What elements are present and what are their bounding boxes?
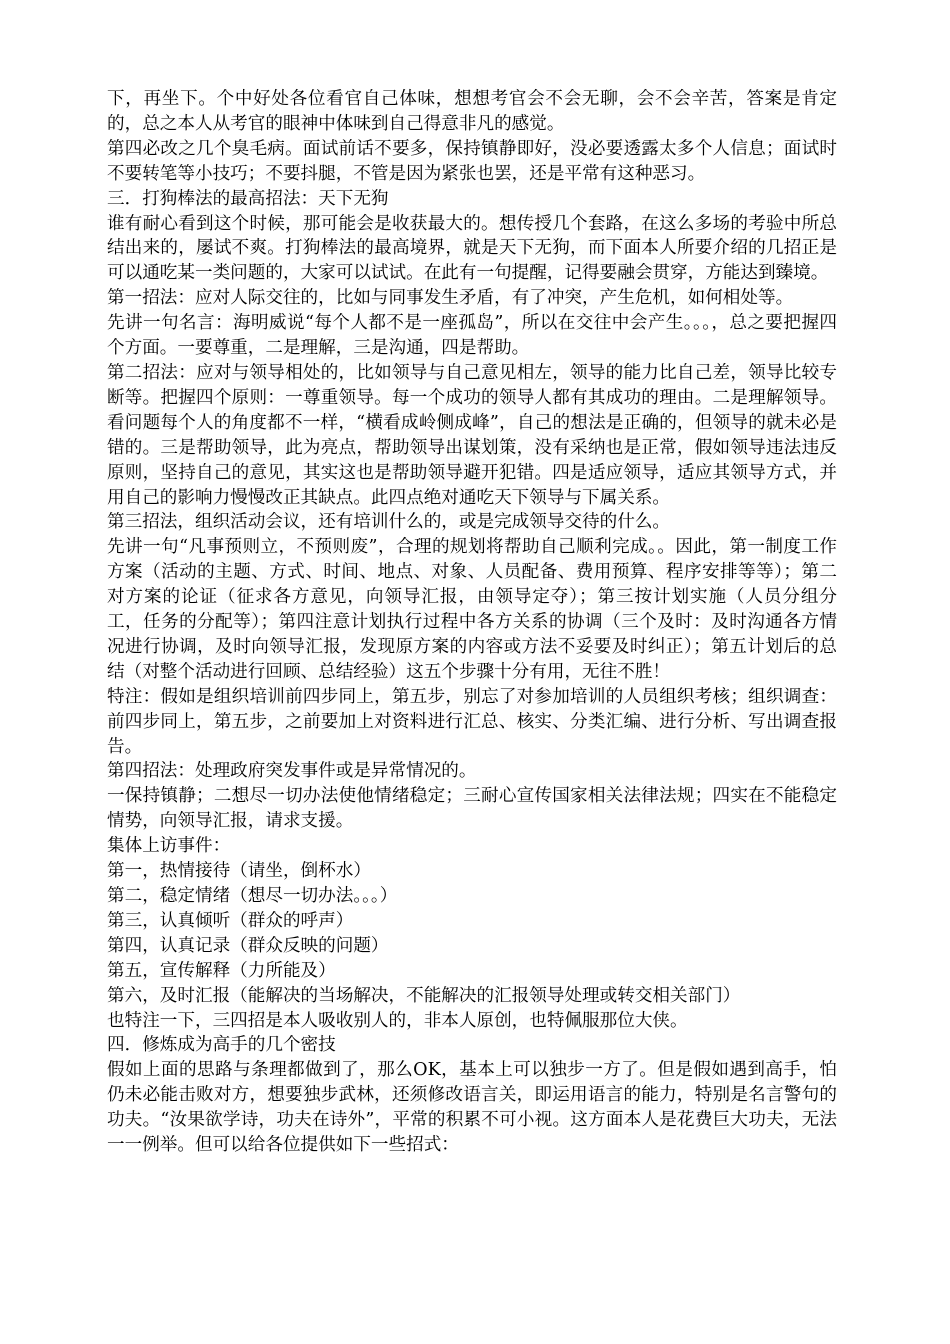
paragraph-attribution-note: 也特注一下，三四招是本人吸收别人的，非本人原创，也特佩服那位大侠。 [107, 1010, 688, 1031]
list-item-petition-1: 第一，热情接待（请坐，倒杯水） [107, 861, 371, 882]
paragraph-move-4: 第四招法：处理政府突发事件或是异常情况的。 [107, 761, 477, 782]
paragraph-move-3: 第三招法，组织活动会议，还有培训什么的，或是完成领导交待的什么。 [107, 512, 671, 533]
section-heading-4: 四．修炼成为高手的几个密技 [107, 1035, 336, 1056]
paragraph-bad-habits: 第四必改之几个臭毛病。面试前话不要多，保持镇静即好，没必要透露太多个人信息；面试时不要转笔等小技巧；不要抖腿，不管是因为紧张也罢，还是平常有这种恶习。 [107, 138, 837, 184]
paragraph-move-1-detail: 先讲一句名言：海明威说“每个人都不是一座孤岛”，所以在交往中会产生。。。，总之要把握四个方面。一要尊重，二是理解，三是沟通，四是帮助。 [107, 313, 837, 359]
list-item-petition-5: 第五，宣传解释（力所能及） [107, 960, 336, 981]
paragraph-continued-sitting: 下，再坐下。个中好处各位看官自己体味，想想考官会不会无聊，会不会辛苦，答案是肯定的，总之本人从考官的眼神中体味到自己得意非凡的感觉。 [107, 89, 837, 134]
paragraph-move-3-detail: 先讲一句“凡事预则立，不预则废”，合理的规划将帮助自己顺利完成。。因此，第一制度工作方案（活动的主题、方式、时间、地点、对象、人员配备、费用预算、程序安排等等）；第二对方案的论证（征求各方意见，向领导汇报，由领导定夺）；第三按计划实施（人员分组分工，任务的分配等）；第四注意计划执行过程中各方关系的协调（三个及时：及时沟通各方情况进行协调，及时向领导汇报，发现原方案的内容或方法不妥要及时纠正）；第五计划后的总结（对整个活动进行回顾、总结经验）这五个步骤十分有用，无往不胜！ [107, 537, 837, 682]
paragraph-move-1: 第一招法：应对人际交往的，比如与同事发生矛盾，有了冲突，产生危机，如何相处等。 [107, 288, 794, 309]
paragraph-special-note: 特注：假如是组织培训前四步同上，第五步，别忘了对参加培训的人员组织考核；组织调查：前四步同上，第五步，之前要加上对资料进行汇总、核实、分类汇编、进行分析、写出调查报告。 [107, 686, 837, 757]
list-item-petition-6: 第六，及时汇报（能解决的当场解决，不能解决的汇报领导处理或转交相关部门） [107, 985, 741, 1006]
paragraph-petition-heading: 集体上访事件： [107, 836, 231, 857]
paragraph-move-2: 第二招法：应对与领导相处的，比如领导与自己意见相左，领导的能力比自己差，领导比较专断等。把握四个原则：一尊重领导。每一个成功的领导人都有其成功的理由。二是理解领导。看问题每个人的角度都不一样，“横看成岭侧成峰”，自己的想法是正确的，但领导的就未必是错的。三是帮助领导，此为亮点，帮助领导出谋划策，没有采纳也是正常，假如领导违法违反原则，坚持自己的意见，其实这也是帮助领导避开犯错。四是适应领导，适应其领导方式，并用自己的影响力慢慢改正其缺点。此四点绝对通吃天下领导与下属关系。 [107, 362, 837, 508]
list-item-petition-3: 第三，认真倾听（群众的呼声） [107, 910, 354, 931]
list-item-petition-2: 第二，稳定情绪（想尽一切办法。。。） [107, 886, 398, 906]
document-body [107, 87, 837, 1158]
paragraph-section-3-intro: 谁有耐心看到这个时候，那可能会是收获最大的。想传授几个套路，在这么多场的考验中所总结出来的，屡试不爽。打狗棒法的最高境界，就是天下无狗，而下面本人所要介绍的几招正是可以通吃某一类问题的，大家可以试试。在此有一句提醒，记得要融会贯穿，方能达到臻境。 [107, 213, 837, 284]
paragraph-section-4-intro: 假如上面的思路与条理都做到了，那么OK，基本上可以独步一方了。但是假如遇到高手，怕仍未必能击败对方，想要独步武林，还须修改语言关，即运用语言的能力，特别是名言警句的功夫。“汝果欲学诗，功夫在诗外”，平常的积累不可小视。这方面本人是花费巨大功夫，无法一一例举。但可以给各位提供如下一些招式： [107, 1060, 837, 1156]
list-item-petition-4: 第四，认真记录（群众反映的问题） [107, 935, 389, 956]
paragraph-move-4-detail: 一保持镇静；二想尽一切办法使他情绪稳定；三耐心宣传国家相关法律法规；四实在不能稳定情势，向领导汇报，请求支援。 [107, 786, 837, 832]
section-heading-3: 三．打狗棒法的最高招法：天下无狗 [107, 188, 389, 209]
